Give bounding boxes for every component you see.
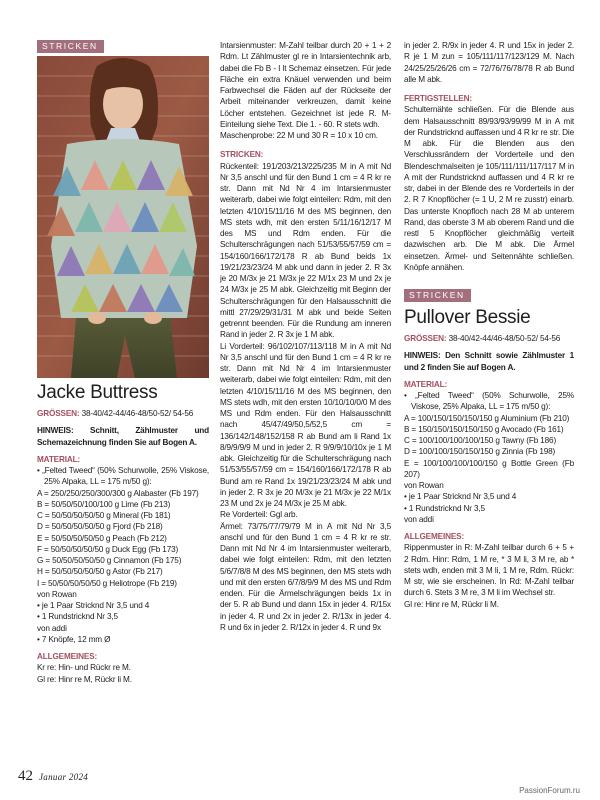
- paragraph: Ärmel: 73/75/77/79/79 M in A mit Nd Nr 3,5 anschl und für den Bund 1 cm = 4 R kr re str. Dann mit Nd Nr 4 im Intarsienmuster weiterarb, dabei wie folgt einteilen: Rdm, mit den letzten 5/6/7/8/8 M des MS beginnen, den MS stets wdh und mit den ersten 6/7/8/9/9 M des MS und Rdm enden. Für die Ärmelschrägungen beids 1x in der 5. R ab Bund und dann 15x in jeder 4. R/15x in jeder 4. R und 2x in jeder 2. R/13x in jeder 4. R und 6x in jeder 2. R/12x in jeder 4. R und 9x: [220, 521, 391, 632]
- paragraph: Maschenprobe: 22 M und 30 R = 10 x 10 cm.: [220, 131, 378, 140]
- rib-pattern: Rippenmuster in R: M-Zahl teilbar durch 6 + 5 + 2 Rdm. Hinr: Rdm, 1 M re, * 3 M li, 3 M re, ab * stets wdh, enden mit 3 M li, 1 M re, Rdm. Rückr: M str, wie sie erscheinen. In Rd: M-Zahl teilbar durch 6. Stets 3 M re, 3 M li im Wechsel str.: [404, 543, 574, 598]
- needle-item: • 1 Rundstricknd Nr 3,5: [37, 612, 118, 622]
- material-intro: • „Felted Tweed“ (50% Schurwolle, 25% Viskose, 25% Alpaka, LL = 175 m/50 g):: [37, 466, 209, 487]
- photo-illustration: [37, 56, 209, 378]
- addi-credit: von addi: [37, 623, 67, 633]
- material-heading-2: MATERIAL:: [404, 379, 448, 389]
- material-line: A = 100/150/150/150/150 g Aluminium (Fb 210): [404, 413, 570, 423]
- material-list-2: [404, 413, 574, 481]
- general-line: Gl re: Hinr re M, Rückr li M.: [37, 674, 132, 684]
- stricken-heading: STRICKEN:: [220, 150, 264, 160]
- needle-item: • 1 Rundstricknd Nr 3,5: [404, 503, 485, 513]
- right-column: [404, 40, 574, 610]
- material-line: F = 50/50/50/50/50 g Duck Egg (Fb 173): [37, 544, 179, 554]
- middle-column: [220, 40, 391, 633]
- rowan-credit: von Rowan: [37, 589, 77, 599]
- buttons-item: • 7 Knöpfe, 12 mm Ø: [37, 634, 111, 644]
- material-list: [37, 488, 209, 589]
- finishing-heading: FERTIGSTELLEN:: [404, 94, 472, 103]
- general-list: [37, 662, 209, 685]
- left-text: [37, 382, 209, 685]
- general-heading-2: ALLGEMEINES:: [404, 532, 465, 541]
- sizes-2: GRÖSSEN: 38-40/42-44/46-48/50-52/ 54-56: [404, 334, 561, 343]
- watermark: PassionForum.ru: [519, 786, 580, 795]
- paragraph: Intarsienmuster: M-Zahl teilbar durch 20 + 1 + 2 Rdm. Lt Zählmuster gl re in Intarsientechnik arb, dabei die Fb B - I lt Schemaz einsetzen. Für jede Fläche ein extra Knäuel verwenden und beim Farbwechsel die Fäden auf der Rückseite der Arbeit miteinander verkreuzen, damit keine Löcher entstehen. Gezeichnet ist jede R. M-Einteilung siehe Text. Die 1. - 60. R stets wdh.: [220, 41, 391, 129]
- paragraph: Li Vorderteil: 96/102/107/113/118 M in A mit Nd Nr 3,5 anschl und für den Bund 1 cm = 4 R kr re str. Dann mit Nd Nr 4 im Intarsienmuster weiterarb, dabei wie folgt einteilen: Rdm, mit den letzten 4/10/15/11/16 M des MS beginnen, den MS stets wdh, mit den ersten 10/10/10/0/0 M des MS und Rdm enden. Für den Halsausschnitt nach 45/47/49/50,5/52,5 cm = 136/142/148/152/158 R ab Bund am li Rand 1x 8/9/9/9/9 M und in jeder 2. R 9/9/9/10/10x je 1 M abk. Gleichzeitig für die Schulterschrägung nach 51/53/55/57/59 cm = 154/160/166/172/178 R ab Bund am re Rand 1x 19/21/23/23/24 M abk und in jeder 2. R 3x je 20 M/3x je 21 M/3x je 22 M/1x 23 M und 2x je 24 M/3x je 25 M abk.: [220, 341, 391, 508]
- general-heading: ALLGEMEINES:: [37, 652, 98, 661]
- paragraph: Re Vorderteil: Ggl arb.: [220, 510, 298, 520]
- left-column: [37, 40, 209, 53]
- pattern-title-2: Pullover Bessie: [404, 307, 531, 328]
- material-line: C = 50/50/50/50/50 g Mineral (Fb 181): [37, 511, 171, 520]
- needle-item: • je 1 Paar Stricknd Nr 3,5 und 4: [404, 492, 517, 502]
- stockinette-note: Gl re: Hinr re M, Rückr li M.: [404, 599, 499, 609]
- needle-list-2: [404, 491, 574, 514]
- model-photo: [37, 56, 209, 378]
- material-line: E = 100/100/100/100/150 g Bottle Green (Fb 207): [404, 458, 574, 479]
- material-line: A = 250/250/250/300/300 g Alabaster (Fb 197): [37, 488, 199, 498]
- sizes: GRÖSSEN: 38-40/42-44/46-48/50-52/ 54-56: [37, 409, 194, 418]
- addi-credit-2: von addi: [404, 514, 434, 524]
- general-line: Kr re: Hin- und Rückr re M.: [37, 663, 131, 673]
- material-line: D = 100/100/150/150/150 g Zinnia (Fb 198): [404, 447, 556, 457]
- knitting-instructions: [220, 161, 391, 634]
- material-line: B = 50/50/50/100/100 g Lime (Fb 213): [37, 499, 171, 509]
- paragraph: Rückenteil: 191/203/213/225/235 M in A mit Nd Nr 3,5 anschl und für den Bund 1 cm = 4 R kr re str. Dann mit Nd Nr 4 im Intarsienmuster weiterarb, dabei wie folgt einteilen: Rdm, mit den letzten 4/10/15/11/16 M des MS beginnen, den MS stets wdh, mit den ersten 5/11/16/12/17 M des MS und Rdm enden. Für die Schulterschrägungen nach 51/53/55/57/59 cm = 154/160/166/172/178 R ab Bund beids 1x 19/21/23/23/24 M abk und dann in jeder 2. R 3x je 20 M/3x je 21 M/3x je 22 M/1x 23 M und 2x je 24 M/3x je 25 M abk. Gleichzeitig mit Beginn der Schulterschrägungen für den Halsausschnitt die mittl 27/29/29/31/31 M abk und beide Seiten getrennt beenden. Für die Rundung am inneren Rand in jeder 2. R 3x je 1 M abk.: [220, 161, 391, 340]
- material-line: C = 100/100/100/100/150 g Tawny (Fb 186): [404, 436, 557, 445]
- page-footer: [18, 768, 88, 785]
- section-tag: STRICKEN: [37, 40, 104, 53]
- material-intro-2: • „Felted Tweed“ (50% Schurwolle, 25% Viskose, 25% Alpaka, LL = 175 m/50 g):: [404, 391, 574, 412]
- issue-month: Januar 2024: [39, 772, 89, 782]
- sleeve-continuation: in jeder 2. R/9x in jeder 4. R und 15x in jeder 2. R je 1 M zun = 105/111/117/123/129 M. Nach 24/25/25/26/26 cm = 72/76/76/78/78 R ab Bund alle M abk.: [404, 41, 574, 84]
- rowan-credit-2: von Rowan: [404, 481, 444, 490]
- section-tag-2: STRICKEN: [404, 289, 471, 302]
- hint-2: HINWEIS: Den Schnitt sowie Zählmuster 1 und 2 finden Sie auf Bogen A.: [404, 351, 574, 372]
- needle-list: [37, 600, 209, 623]
- pattern-intro: [220, 40, 391, 141]
- page-number: 42: [18, 768, 33, 784]
- material-line: B = 150/150/150/150/150 g Avocado (Fb 161): [404, 424, 564, 434]
- material-line: D = 50/50/50/50/50 g Fjord (Fb 218): [37, 522, 163, 532]
- needle-item: • je 1 Paar Stricknd Nr 3,5 und 4: [37, 601, 150, 610]
- material-heading: MATERIAL:: [37, 454, 81, 464]
- finishing-text: Schulternähte schließen. Für die Blende aus dem Halsausschnitt 89/93/93/99/99 M in A mit der Rundstricknd auffassen und 4 R kr re str. Die M abk. Für die Blenden aus den Verschlussrändern der Vorderteile und den Blendeschmalseiten je 105/111/111/117/117 M in A mit der Rundstricknd auffassen und 4 R kr re str, dabei in der Blende des re Vorderteils in der 2. R 7 Knopflöcher (= 1 U, 2 M re zusstr) einarb. Das unterste Knopfloch nach 28 M ab unterem Rand, das oberste 3 M ab oberem Rand und die restl 5 Knopflöcher gleichmäßig verteilt dazwischen arb. Die M abk. Die Ärmel einsetzen. Ärmel- und Seitennähte schließen. Knöpfe annähen.: [404, 105, 574, 272]
- material-line: I = 50/50/50/50/50 g Heliotrope (Fb 219): [37, 578, 177, 588]
- material-line: G = 50/50/50/50/50 g Cinnamon (Fb 175): [37, 556, 182, 565]
- pattern-title: Jacke Buttress: [37, 382, 158, 403]
- hint: HINWEIS: Schnitt, Zählmuster und Schemazeichnung finden Sie auf Bogen A.: [37, 426, 209, 447]
- material-line: H = 50/50/50/50/50 g Astor (Fb 217): [37, 567, 163, 577]
- material-line: E = 50/50/50/50/50 g Peach (Fb 212): [37, 533, 167, 543]
